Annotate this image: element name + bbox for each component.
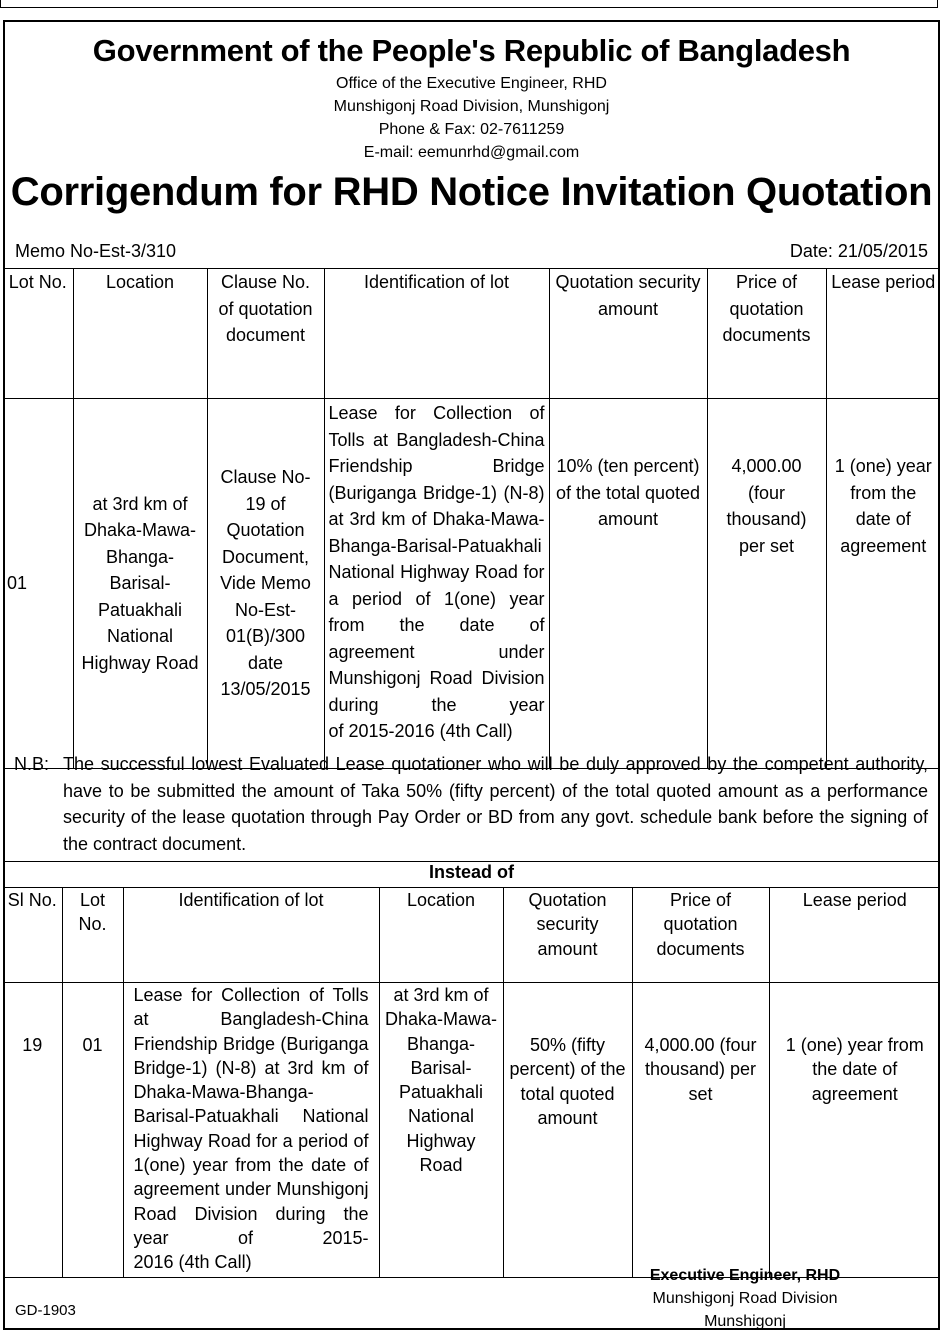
header-lease: Lease period [826, 269, 940, 399]
signatory-division: Munshigonj Road Division [652, 1290, 838, 1307]
identification-text: Lease for Collection of Tolls at Bangladesh-China Friendship Bridge (Buriganga Bridge-1) (N-8) at 3rd km of Dhaka-Mawa-Bhanga-Barisal-Patuakhali National Highway Road for a period of 1(one) year from the date of agreement under Munshigonj Road Division during the year of 2015- [133, 985, 369, 1248]
nb-text-body: The successful lowest Evaluated Lease quotationer who will be duly approved by the competent authority, have to be submitted the amount of Taka 50% (fifty percent) of the total quoted amount as a performance security of the lease quotation through Pay Order or BD from any govt. schedule bank before the signing of [63, 754, 928, 827]
nb-text [63, 751, 928, 857]
header-security: Quotation security amount [503, 888, 632, 983]
division-line: Munshigonj Road Division, Munshigonj [333, 98, 610, 115]
signatory-title: Executive Engineer, RHD [649, 1267, 841, 1284]
cell-lease: 1 (one) year from the date of agreement [769, 983, 940, 1278]
letterhead [5, 33, 938, 215]
header-lease: Lease period [769, 888, 940, 983]
cell-security: 50% (fifty percent) of the total quoted amount [503, 983, 632, 1278]
cell-identification [123, 983, 379, 1278]
email-line: E-mail: eemunrhd@gmail.com [363, 144, 580, 161]
memo-date: Date: 21/05/2015 [789, 241, 928, 261]
corrigendum-table [3, 268, 940, 769]
signatory-place: Munshigonj [704, 1313, 786, 1330]
cell-sl-no: 19 [3, 983, 62, 1278]
instead-of-heading: Instead of [428, 862, 514, 882]
identification-text-end: of 2015-2016 (4th Call) [328, 721, 513, 741]
memo-number: Memo No-Est-3/310 [15, 241, 177, 261]
identification-text-end: 2016 (4th Call) [133, 1252, 252, 1273]
identification-text: Lease for Collection of Tolls at Bangladesh-China Friendship Bridge (Buriganga Bridge-1) (N-8) at 3rd km of Dhaka-Mawa-Bhanga-Barisal-Patuakhali National Highway Road for a period of 1(one) year from the date of agreement under Munshigonj Road Division during the year [328, 403, 545, 715]
header-identification: Identification of lot [324, 269, 549, 399]
nota-bene [5, 751, 938, 862]
cell-location: at 3rd km of Dhaka-Mawa-Bhanga-Barisal-Patuakhali National Highway Road [73, 399, 207, 769]
cell-price: 4,000.00 (four thousand) per set [707, 399, 826, 769]
cell-lot-no: 01 [62, 983, 123, 1278]
signature-block [645, 1264, 845, 1333]
cell-lease: 1 (one) year from the date of agreement [826, 399, 940, 769]
header-price: Price of quotation documents [707, 269, 826, 399]
table-header-row [3, 269, 940, 399]
original-table [3, 887, 940, 1278]
cell-location: at 3rd km of Dhaka-Mawa-Bhanga-Barisal-Patuakhali National Highway Road [379, 983, 503, 1278]
cell-security: 10% (ten percent) of the total quoted amount [549, 399, 707, 769]
header-lot-no: Lot No. [62, 888, 123, 983]
office-line: Office of the Executive Engineer, RHD [336, 75, 607, 92]
cell-identification [324, 399, 549, 769]
header-sl-no: Sl No. [3, 888, 62, 983]
top-border [0, 0, 938, 8]
gd-number: GD-1903 [15, 1302, 76, 1319]
table-header-row [3, 888, 940, 983]
table-row [3, 983, 940, 1278]
header-location: Location [379, 888, 503, 983]
government-title: Government of the People's Republic of Bangladesh [92, 33, 851, 68]
header-lot-no: Lot No. [3, 269, 73, 399]
cell-lot-no: 01 [3, 399, 73, 769]
cell-clause: Clause No-19 of Quotation Document, Vide Memo No-Est-01(B)/300 date 13/05/2015 [207, 399, 324, 769]
header-price: Price of quotation documents [632, 888, 769, 983]
table-row [3, 399, 940, 769]
notice-frame [3, 20, 940, 1330]
page-title: Corrigendum for RHD Notice Invitation Quotation [10, 170, 933, 214]
header-location: Location [73, 269, 207, 399]
nb-text-end: the contract document. [63, 833, 247, 854]
cell-price: 4,000.00 (four thousand) per set [632, 983, 769, 1278]
phone-line: Phone & Fax: 02-7611259 [378, 121, 565, 138]
nb-label: N.B: [14, 754, 50, 774]
header-clause: Clause No. of quotation document [207, 269, 324, 399]
header-security: Quotation security amount [549, 269, 707, 399]
header-identification: Identification of lot [123, 888, 379, 983]
